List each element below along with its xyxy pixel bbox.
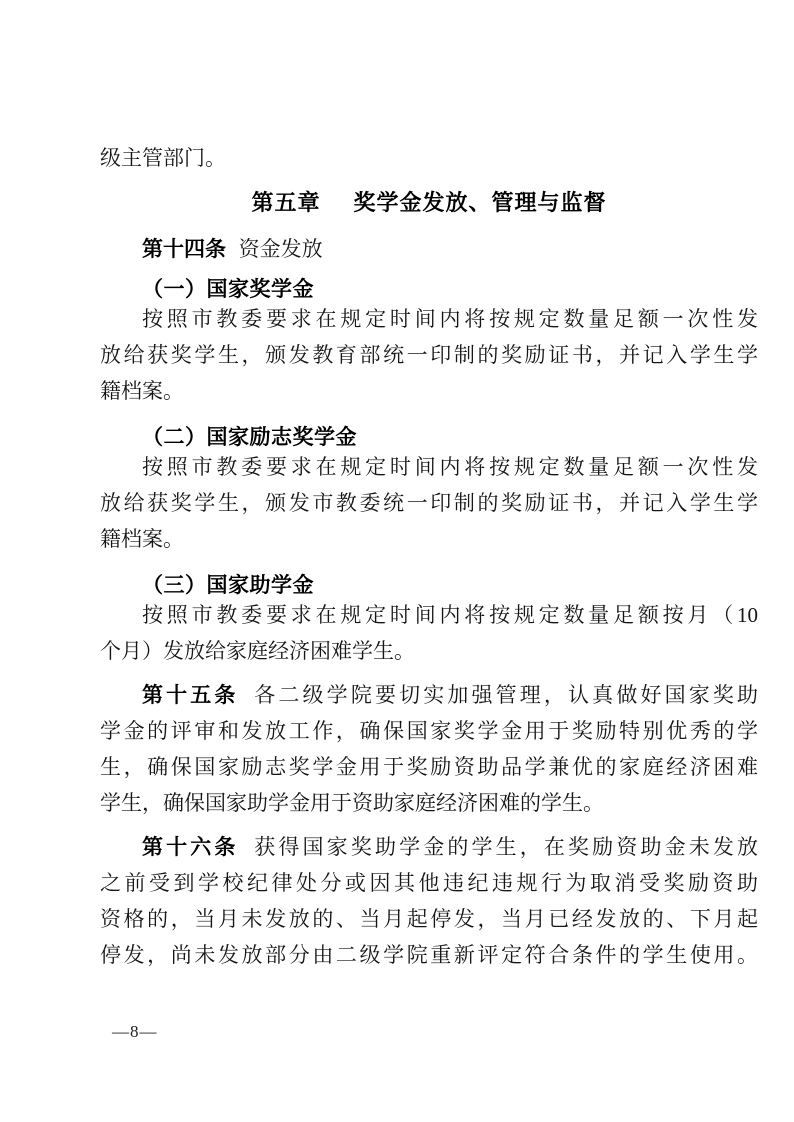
item-2-heading: （二）国家励志奖学金 [142, 425, 357, 449]
chapter-heading [100, 188, 758, 218]
item-1-line-1: 按照市教委要求在规定时间内将按规定数量足额一次性发 [142, 307, 758, 331]
article-16-line-2: 之前受到学校纪律处分或因其他违纪违规行为取消受奖励资助 [100, 871, 758, 895]
page-number: —8— [112, 1022, 158, 1041]
article-16-text: 获得国家奖助学金的学生，在奖励资助金未发放 [251, 835, 758, 859]
article-15-line-4: 学生，确保国家助学金用于资助家庭经济困难的学生。 [100, 791, 604, 815]
document-body [100, 139, 758, 973]
item-1-heading: （一）国家奖学金 [142, 277, 314, 301]
article-15-line-2: 学金的评审和发放工作，确保国家奖学金用于奖励特别优秀的学 [100, 719, 758, 743]
article-14-label: 第十四条 [142, 237, 226, 261]
article-15-text: 各二级学院要切实加强管理，认真做好国家奖助 [251, 683, 758, 707]
chapter-title: 奖学金发放、管理与监督 [353, 190, 607, 215]
article-16-line-1 [100, 829, 758, 865]
chapter-number: 第五章 [251, 190, 321, 215]
item-3-line-1: 按照市教委要求在规定时间内将按规定数量足额按月（10 [142, 603, 758, 627]
item-1-line-3: 籍档案。 [100, 379, 184, 403]
article-15-line-1 [100, 677, 758, 713]
paragraph-continuation: 级主管部门。 [100, 146, 226, 170]
item-3-line-2: 个月）发放给家庭经济困难学生。 [100, 639, 415, 663]
item-2-line-1: 按照市教委要求在规定时间内将按规定数量足额一次性发 [142, 455, 758, 479]
article-16-label: 第十六条 [142, 835, 239, 859]
article-15-line-3: 生，确保国家励志奖学金用于奖励资助品学兼优的家庭经济困难 [100, 755, 758, 779]
article-14-heading [100, 231, 758, 267]
item-2-line-2: 放给获奖学生，颁发市教委统一印制的奖励证书，并记入学生学 [100, 491, 758, 515]
article-16-line-3: 资格的，当月未发放的、当月起停发，当月已经发放的、下月起 [100, 907, 758, 931]
article-15-label: 第十五条 [142, 683, 239, 707]
item-2-line-3: 籍档案。 [100, 527, 184, 551]
article-14-title: 资金发放 [238, 237, 323, 261]
item-1-line-2: 放给获奖学生，颁发教育部统一印制的奖励证书，并记入学生学 [100, 343, 758, 367]
item-3-heading: （三）国家助学金 [142, 573, 314, 597]
article-16-line-4: 停发，尚未发放部分由二级学院重新评定符合条件的学生使用。 [100, 943, 758, 967]
